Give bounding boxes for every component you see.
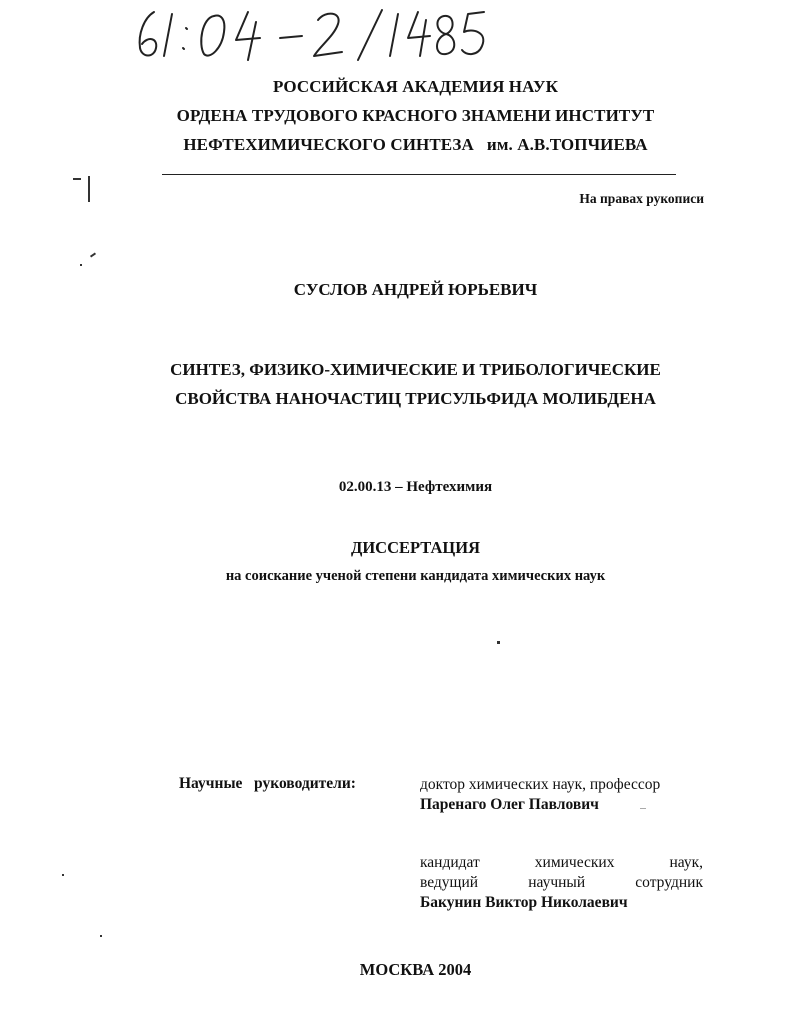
document-type: ДИССЕРТАЦИЯ xyxy=(351,538,480,557)
institution-line-1: РОССИЙСКАЯ АКАДЕМИЯ НАУК xyxy=(272,77,559,96)
city-year: МОСКВА 2004 xyxy=(359,960,472,979)
supervisor-2-credentials-line-1 xyxy=(420,853,703,873)
dissertation-title-line-1: СИНТЕЗ, ФИЗИКО-ХИМИЧЕСКИЕ И ТРИБОЛОГИЧЕСКИЕ xyxy=(170,360,661,379)
credential-word: научный xyxy=(528,874,586,891)
supervisor-2 xyxy=(420,853,703,913)
dissertation-title-line-2: СВОЙСТВА НАНОЧАСТИЦ ТРИСУЛЬФИДА МОЛИБДЕНА xyxy=(175,389,656,408)
rights-note: На правах рукописи xyxy=(579,191,704,206)
supervisor-2-name: Бакунин Виктор Николаевич xyxy=(420,894,628,911)
author-name: СУСЛОВ АНДРЕЙ ЮРЬЕВИЧ xyxy=(293,280,538,299)
supervisor-2-credentials-line-2 xyxy=(420,873,703,893)
supervisor-1-credentials: доктор химических наук, профессор xyxy=(420,776,661,793)
handwritten-archive-mark xyxy=(132,4,492,62)
credential-word: химических xyxy=(534,854,615,871)
institution-line-2: ОРДЕНА ТРУДОВОГО КРАСНОГО ЗНАМЕНИ ИНСТИТУТ xyxy=(176,106,655,125)
header-divider xyxy=(162,174,676,175)
institution-line-3: НЕФТЕХИМИЧЕСКОГО СИНТЕЗА им. А.В.ТОПЧИЕВА xyxy=(183,135,648,154)
supervisor-1 xyxy=(420,775,703,815)
credential-word: наук, xyxy=(669,854,703,871)
specialty-code: 02.00.13 – Нефтехимия xyxy=(338,479,493,495)
credential-word: сотрудник xyxy=(635,874,703,891)
credential-word: кандидат xyxy=(420,854,480,871)
credential-word: ведущий xyxy=(420,874,479,891)
supervisor-1-name: Паренаго Олег Павлович xyxy=(420,796,599,813)
supervisors-label: Научные руководители: xyxy=(179,775,356,792)
degree-sought: на соискание ученой степени кандидата химических наук xyxy=(225,568,606,584)
